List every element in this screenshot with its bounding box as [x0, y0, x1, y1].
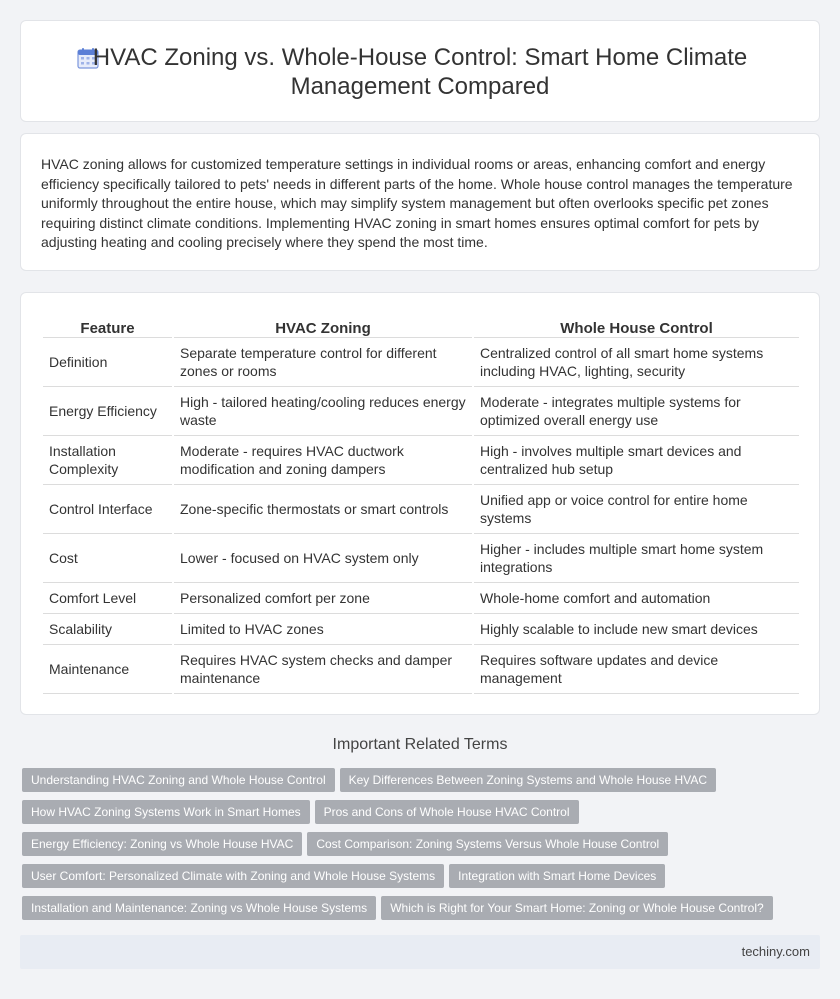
whole-house-cell: Moderate - integrates multiple systems for optimized overall energy use	[473, 386, 799, 435]
hvac-zoning-cell: Personalized comfort per zone	[173, 582, 473, 613]
whole-house-cell: High - involves multiple smart devices and centralized hub setup	[473, 435, 799, 484]
tag-row	[22, 800, 812, 832]
whole-house-cell: Whole-home comfort and automation	[473, 582, 799, 613]
related-term-link[interactable]: How HVAC Zoning Systems Work in Smart Homes	[22, 800, 310, 824]
related-term-link[interactable]: User Comfort: Personalized Climate with Zoning and Whole House Systems	[22, 864, 444, 888]
hvac-zoning-cell: Limited to HVAC zones	[173, 613, 473, 644]
comparison-table	[43, 315, 799, 694]
table-row	[43, 613, 799, 644]
table-row	[43, 484, 799, 533]
related-terms-heading: Important Related Terms	[332, 736, 508, 753]
hvac-zoning-cell: Separate temperature control for different zones or rooms	[173, 337, 473, 386]
page-title: HVAC Zoning vs. Whole-House Control: Smart Home Climate Management Compared	[92, 44, 748, 100]
related-term-link[interactable]: Which is Right for Your Smart Home: Zoning or Whole House Control?	[381, 896, 773, 920]
whole-house-cell: Higher - includes multiple smart home system integrations	[473, 533, 799, 582]
hvac-zoning-cell: Moderate - requires HVAC ductwork modification and zoning dampers	[173, 435, 473, 484]
intro-paragraph: HVAC zoning allows for customized temperature settings in individual rooms or areas, enhancing comfort and energy efficiency specifically tailored to pets' needs in different parts of the home. Whole house control manages the temperature uniformly throughout the entire house, which may simplify system management but often overlooks specific pet zones requiring distinct climate conditions. Implementing HVAC zoning in smart homes ensures optimal comfort for pets by adjusting heating and cooling precisely where they spend the most time.	[41, 156, 793, 250]
related-term-link[interactable]: Key Differences Between Zoning Systems and Whole House HVAC	[340, 768, 716, 792]
feature-cell: Definition	[43, 337, 173, 386]
feature-cell: Cost	[43, 533, 173, 582]
whole-house-cell: Requires software updates and device management	[473, 644, 799, 693]
related-term-link[interactable]: Understanding HVAC Zoning and Whole House Control	[22, 768, 335, 792]
table-header-row	[43, 315, 799, 337]
column-header-feature: Feature	[43, 315, 173, 337]
feature-cell: Maintenance	[43, 644, 173, 693]
column-header-whole-house: Whole House Control	[473, 315, 799, 337]
title-card	[20, 20, 820, 122]
feature-cell: Scalability	[43, 613, 173, 644]
table-row	[43, 644, 799, 693]
footer-bar	[20, 935, 820, 969]
tag-row	[22, 864, 812, 896]
feature-cell: Control Interface	[43, 484, 173, 533]
intro-card	[20, 133, 820, 271]
feature-cell: Installation Complexity	[43, 435, 173, 484]
whole-house-cell: Unified app or voice control for entire home systems	[473, 484, 799, 533]
comparison-table-card	[20, 292, 820, 715]
related-term-link[interactable]: Cost Comparison: Zoning Systems Versus Whole House Control	[307, 832, 668, 856]
table-row	[43, 337, 799, 386]
table-row	[43, 386, 799, 435]
tag-row	[22, 832, 812, 864]
related-term-link[interactable]: Installation and Maintenance: Zoning vs Whole House Systems	[22, 896, 376, 920]
table-row	[43, 582, 799, 613]
feature-cell: Energy Efficiency	[43, 386, 173, 435]
footer-site-name[interactable]: techiny.com	[741, 944, 810, 959]
related-term-link[interactable]: Integration with Smart Home Devices	[449, 864, 665, 888]
hvac-zoning-cell: Requires HVAC system checks and damper maintenance	[173, 644, 473, 693]
hvac-zoning-cell: High - tailored heating/cooling reduces energy waste	[173, 386, 473, 435]
feature-cell: Comfort Level	[43, 582, 173, 613]
related-term-link[interactable]: Pros and Cons of Whole House HVAC Control	[315, 800, 579, 824]
hvac-zoning-cell: Lower - focused on HVAC system only	[173, 533, 473, 582]
column-header-hvac-zoning: HVAC Zoning	[173, 315, 473, 337]
whole-house-cell: Centralized control of all smart home systems including HVAC, lighting, security	[473, 337, 799, 386]
tag-row	[22, 896, 812, 928]
hvac-zoning-cell: Zone-specific thermostats or smart controls	[173, 484, 473, 533]
table-row	[43, 533, 799, 582]
whole-house-cell: Highly scalable to include new smart devices	[473, 613, 799, 644]
table-row	[43, 435, 799, 484]
related-term-link[interactable]: Energy Efficiency: Zoning vs Whole House HVAC	[22, 832, 302, 856]
related-terms-list	[22, 768, 812, 928]
tag-row	[22, 768, 812, 800]
